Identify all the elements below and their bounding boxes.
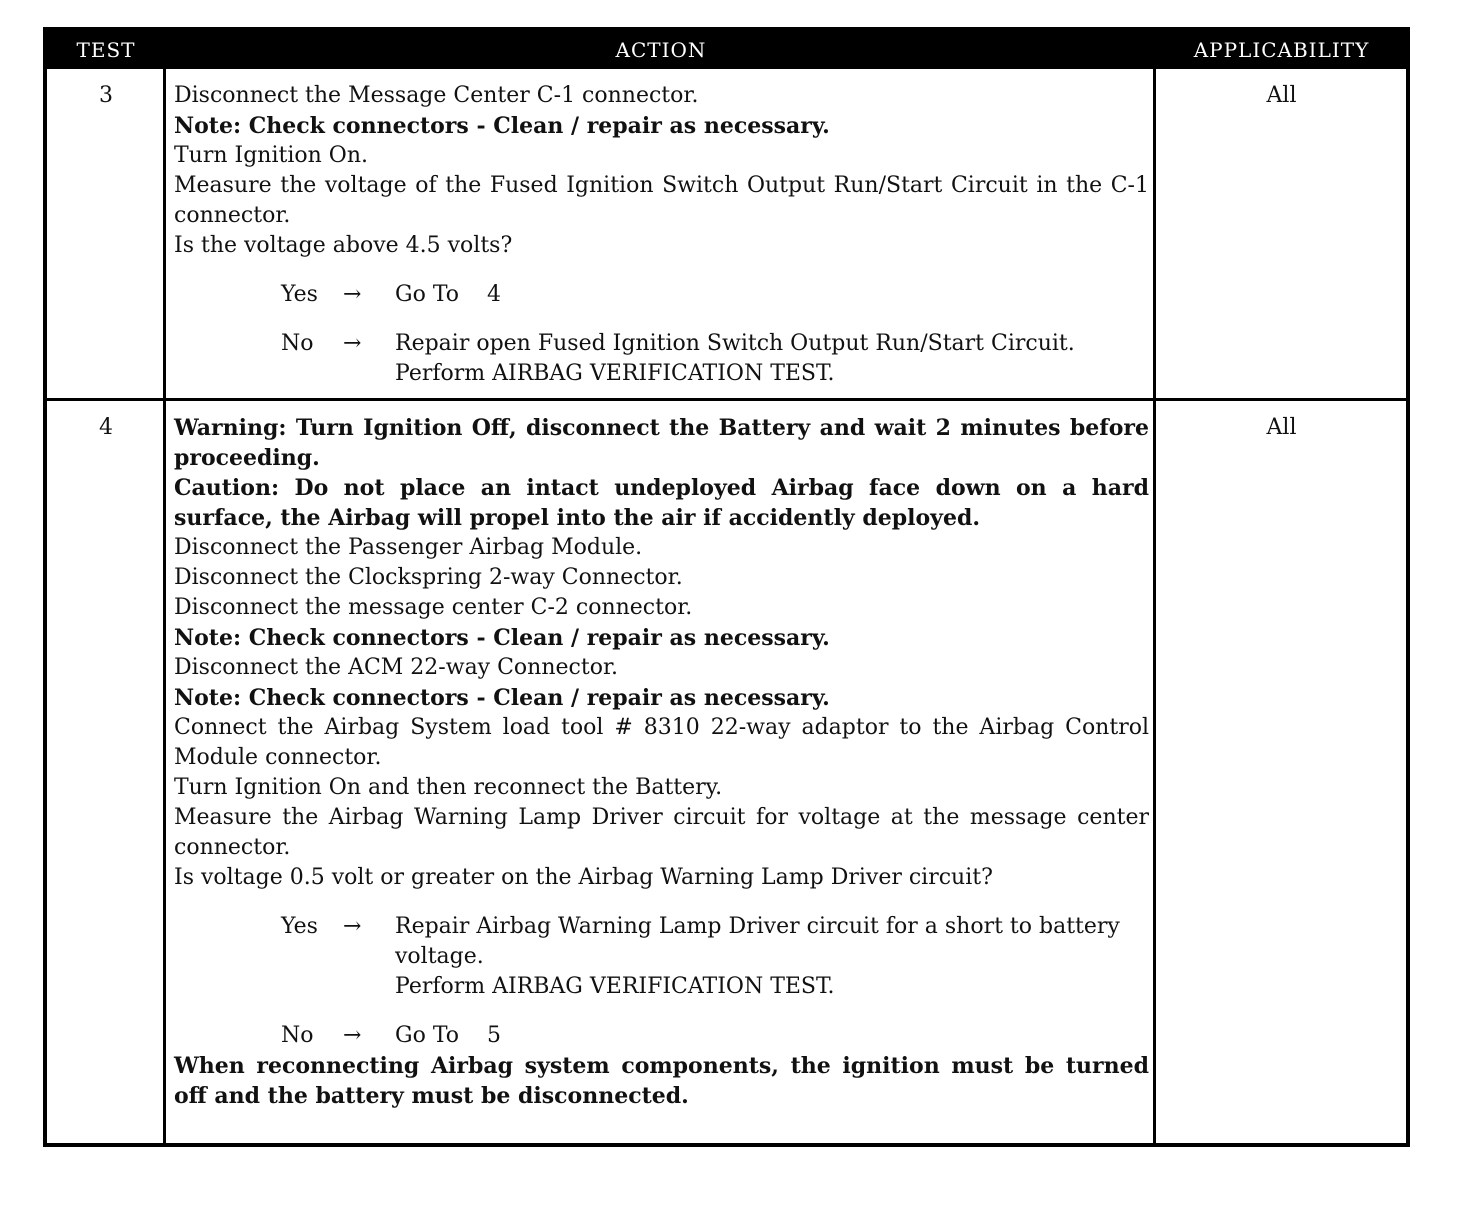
step: Disconnect the Passenger Airbag Module.	[174, 535, 643, 560]
yes-label: Yes	[281, 282, 318, 307]
diagnostic-table	[43, 27, 1410, 1147]
note: Note: Check connectors - Clean / repair as necessary.	[174, 625, 830, 651]
no-label: No	[281, 1023, 314, 1048]
no-text-line: Perform AIRBAG VERIFICATION TEST.	[395, 361, 835, 386]
caution: Caution: Do not place an intact undeployed Airbag face down on a hard surface, the Airbag will propel into the air if accidently deployed.	[174, 475, 1149, 531]
action-cell	[174, 81, 1149, 389]
step: Measure the Airbag Warning Lamp Driver circuit for voltage at the message center connector.	[174, 805, 1149, 860]
arrow-icon: →	[343, 282, 362, 307]
no-label: No	[281, 331, 314, 356]
table-header	[47, 31, 1406, 69]
yes-result	[174, 280, 1149, 310]
header-action: ACTION	[615, 38, 707, 62]
test-number: 4	[99, 415, 113, 440]
yes-text: Go To 4	[395, 282, 501, 307]
step: Disconnect the message center C-2 connector.	[174, 595, 693, 620]
arrow-icon: →	[343, 331, 362, 356]
final-note: When reconnecting Airbag system components, the ignition must be turned off and the battery must be disconnected.	[174, 1053, 1149, 1109]
step: Turn Ignition On.	[174, 143, 368, 168]
step: Disconnect the ACM 22-way Connector.	[174, 655, 619, 680]
applicability: All	[1266, 83, 1297, 108]
yes-label: Yes	[281, 914, 318, 939]
table-row-test-4	[47, 401, 1406, 1143]
yes-text	[395, 912, 1149, 1002]
arrow-icon: →	[343, 914, 362, 939]
step: Disconnect the Clockspring 2-way Connector.	[174, 565, 683, 590]
table-row-test-3	[47, 69, 1406, 398]
arrow-icon: →	[343, 1023, 362, 1048]
note: Note: Check connectors - Clean / repair as necessary.	[174, 685, 830, 711]
no-text-line: Repair open Fused Ignition Switch Output Run/Start Circuit.	[395, 331, 1075, 356]
applicability: All	[1266, 415, 1297, 440]
no-result	[174, 1021, 1149, 1051]
test-number: 3	[99, 83, 113, 108]
step: Measure the voltage of the Fused Ignition Switch Output Run/Start Circuit in the C-1 connector.	[174, 173, 1149, 228]
no-text: Go To 5	[395, 1023, 501, 1048]
step: Disconnect the Message Center C-1 connector.	[174, 83, 699, 108]
yes-result	[174, 912, 1149, 1002]
no-result	[174, 329, 1149, 389]
warning: Warning: Turn Ignition Off, disconnect the Battery and wait 2 minutes before proceeding.	[174, 415, 1149, 471]
question: Is the voltage above 4.5 volts?	[174, 233, 513, 258]
action-cell	[174, 413, 1149, 1111]
no-text	[395, 329, 1149, 389]
note: Note: Check connectors - Clean / repair as necessary.	[174, 113, 830, 139]
yes-text-line: Perform AIRBAG VERIFICATION TEST.	[395, 974, 835, 999]
header-applicability: APPLICABILITY	[1193, 38, 1370, 62]
step: Turn Ignition On and then reconnect the Battery.	[174, 775, 723, 800]
question: Is voltage 0.5 volt or greater on the Airbag Warning Lamp Driver circuit?	[174, 865, 993, 890]
yes-text-line: Repair Airbag Warning Lamp Driver circuit for a short to battery voltage.	[395, 914, 1120, 969]
step: Connect the Airbag System load tool # 8310 22-way adaptor to the Airbag Control Module connector.	[174, 715, 1149, 770]
header-test: TEST	[76, 38, 136, 62]
